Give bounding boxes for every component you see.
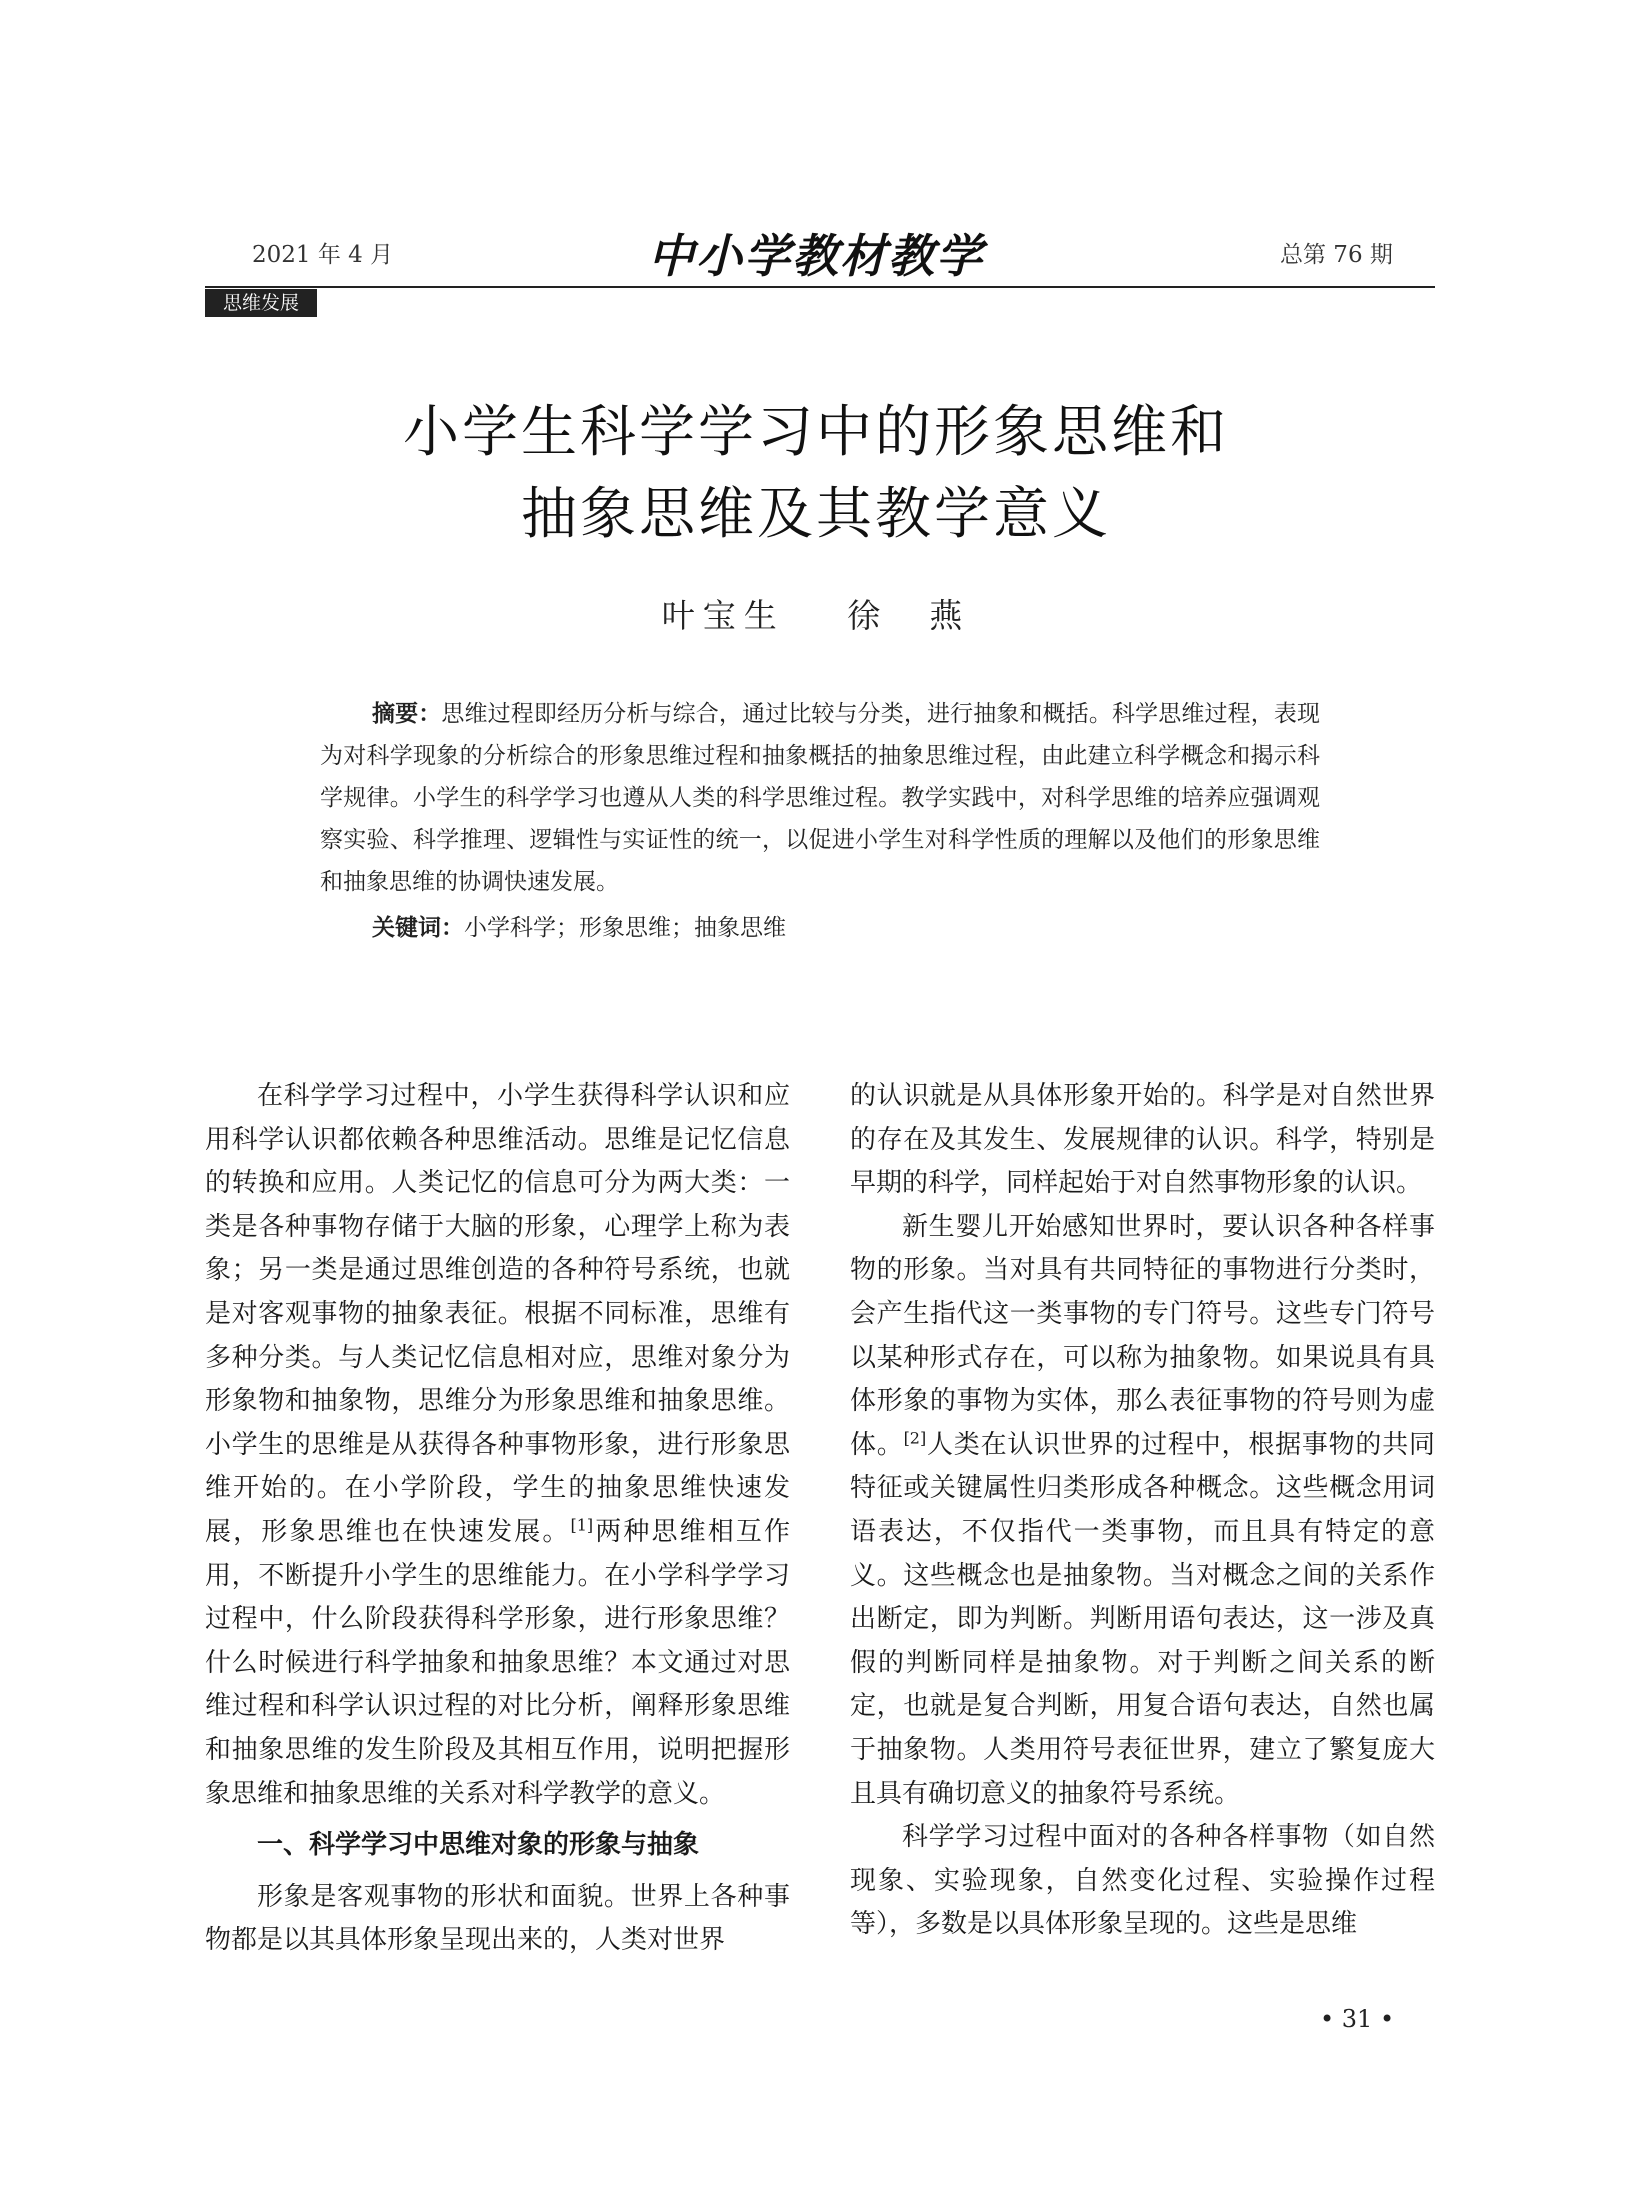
article-title	[0, 392, 1632, 556]
journal-logo: 中小学教材教学	[648, 229, 984, 283]
header-date: 2021 年 4 月	[252, 242, 394, 268]
abstract	[320, 693, 1320, 949]
paragraph-intro	[205, 1075, 790, 1816]
body-column-right	[850, 1075, 1435, 1947]
reference-2: [2]	[903, 1428, 927, 1448]
paragraph-intro-part-2: 两种思维相互作用，不断提升小学生的思维能力。在小学科学学习过程中，什么阶段获得科学形象，进行形象思维？什么时候进行科学抽象和抽象思维？本文通过对思维过程和科学认识过程的对比分析，阐释形象思维和抽象思维的发生阶段及其相互作用，说明把握形象思维和抽象思维的关系对科学教学的意义。	[205, 1516, 790, 1809]
author-1: 叶宝生	[661, 596, 785, 635]
paragraph-image: 形象是客观事物的形状和面貌。世界上各种事物都是以其具体形象呈现出来的，人类对世界	[205, 1881, 790, 1956]
header-issue: 总第 76 期	[1280, 242, 1393, 268]
body-column-left	[205, 1075, 790, 1963]
paragraph-infant-part-2: 人类在认识世界的过程中，根据事物的共同特征或关键属性归类形成各种概念。这些概念用词语表达，不仅指代一类事物，而且具有特定的意义。这些概念也是抽象物。当对概念之间的关系作出断定，即为判断。判断用语句表达，这一涉及真假的判断同样是抽象物。对于判断之间关系的断定，也就是复合判断，用复合语句表达，自然也属于抽象物。人类用符号表征世界，建立了繁复庞大且具有确切意义的抽象符号系统。	[850, 1429, 1435, 1809]
paragraph-intro-part-1: 在科学学习过程中，小学生获得科学认识和应用科学认识都依赖各种思维活动。思维是记忆信息的转换和应用。人类记忆的信息可分为两大类：一类是各种事物存储于大脑的形象，心理学上称为表象；另一类是通过思维创造的各种符号系统，也就是对客观事物的抽象表征。根据不同标准，思维有多种分类。与人类记忆信息相对应，思维对象分为形象物和抽象物，思维分为形象思维和抽象思维。小学生的思维是从获得各种事物形象，进行形象思维开始的。在小学阶段，学生的抽象思维快速发展，形象思维也在快速发展。	[205, 1081, 790, 1547]
author-2: 徐 燕	[847, 596, 971, 635]
paragraph-infant-part-1: 新生婴儿开始感知世界时，要认识各种各样事物的形象。当对具有共同特征的事物进行分类时，会产生指代这一类事物的专门符号。这些专门符号以某种形式存在，可以称为抽象物。如果说具有具体形象的事物为实体，那么表征事物的符号则为虚体。	[850, 1211, 1435, 1460]
keywords-text: 小学科学；形象思维；抽象思维	[464, 915, 786, 941]
title-line-2: 抽象思维及其教学意义	[521, 482, 1111, 547]
paragraph-infant	[850, 1206, 1435, 1816]
abstract-text: 思维过程即经历分析与综合，通过比较与分类，进行抽象和概括。科学思维过程，表现为对科学现象的分析综合的形象思维过程和抽象概括的抽象思维过程，由此建立科学概念和揭示科学规律。小学生的科学学习也遵从人类的科学思维过程。教学实践中，对科学思维的培养应强调观察实验、科学推理、逻辑性与实证性的统一，以促进小学生对科学性质的理解以及他们的形象思维和抽象思维的协调快速发展。	[320, 701, 1320, 895]
paragraph-learning: 科学学习过程中面对的各种各样事物（如自然现象、实验现象，自然变化过程、实验操作过程等），多数是以具体形象呈现的。这些是思维	[850, 1822, 1435, 1940]
reference-1: [1]	[570, 1515, 594, 1535]
section-heading-1: 一、科学学习中思维对象的形象与抽象	[257, 1830, 700, 1861]
keywords	[320, 907, 1320, 949]
section-tag: 思维发展	[205, 289, 317, 317]
paragraph-image-continued: 的认识就是从具体形象开始的。科学是对自然世界的存在及其发生、发展规律的认识。科学，特别是早期的科学，同样起始于对自然事物形象的认识。	[850, 1081, 1435, 1199]
authors	[0, 590, 1632, 637]
abstract-label: 摘要：	[372, 701, 442, 727]
header-rule	[205, 286, 1435, 288]
page-number: • 31 •	[1320, 2005, 1395, 2033]
abstract-paragraph	[320, 693, 1320, 903]
title-line-1: 小学生科学学习中的形象思维和	[403, 400, 1229, 465]
keywords-label: 关键词：	[372, 915, 464, 941]
